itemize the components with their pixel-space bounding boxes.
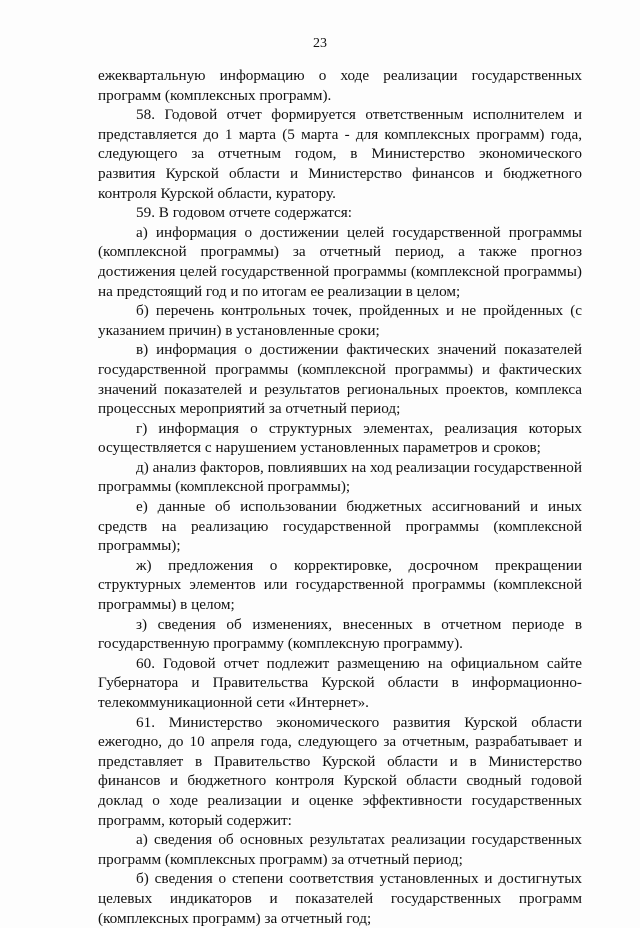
paragraph: б) перечень контрольных точек, пройденных и не пройденных (с указанием причин) в установленные сроки;: [98, 302, 582, 339]
paragraph: а) сведения об основных результатах реализации государственных программ (комплексных программ) за отчетный период;: [98, 831, 582, 868]
paragraph: д) анализ факторов, повлиявших на ход реализации государственной программы (комплексной программы);: [98, 458, 582, 496]
document-body: [98, 66, 582, 928]
paragraph: б) сведения о степени соответствия установленных и достигнутых целевых индикаторов и показателей государственных программ (комплексных программ) за отчетный год;: [98, 870, 582, 927]
paragraph: 59. В годовом отчете содержатся:: [136, 204, 352, 222]
paragraph: а) информация о достижении целей государственной программы (комплексной программы) за отчетный период, а также прогноз достижения целей государственной программы (комплексной программы) на предстоящий год и по итогам ее реализации в целом;: [98, 223, 582, 300]
paragraph: ж) предложения о корректировке, досрочном прекращении структурных элементов или государственной программы (комплексной программы) в целом;: [98, 556, 582, 614]
paragraph: ежеквартальную информацию о ходе реализации государственных программ (комплексных программ).: [98, 67, 582, 104]
paragraph: в) информация о достижении фактических значений показателей государственной программы (комплексной программы) и фактических значений показателей и результатов региональных проектов, комплекса процессных мероприятий за отчетный период;: [98, 341, 582, 418]
paragraph: з) сведения об изменениях, внесенных в отчетном периоде в государственную программу (комплексную программу).: [98, 615, 582, 653]
page-number: 23: [313, 36, 327, 51]
paragraph: 61. Министерство экономического развития Курской области ежегодно, до 10 апреля года, следующего за отчетным, разрабатывает и представляет в Правительство Курской области и в Министерство финансов и бюджетного контроля Курской области сводный годовой доклад о ходе реализации и оценке эффективности государственных программ, который содержит:: [98, 713, 582, 829]
paragraph: 58. Годовой отчет формируется ответственным исполнителем и представляется до 1 марта (5 марта - для комплексных программ) года, следующего за отчетным годом, в Министерство экономического развития Курской области и Министерство финансов и бюджетного контроля Курской области, куратору.: [98, 106, 582, 202]
paragraph: г) информация о структурных элементах, реализация которых осуществляется с нарушением установленных параметров и сроков;: [98, 419, 582, 457]
paragraph: 60. Годовой отчет подлежит размещению на официальном сайте Губернатора и Правительства Курской области в информационно-телекоммуникационной сети «Интернет».: [98, 654, 582, 711]
paragraph: е) данные об использовании бюджетных ассигнований и иных средств на реализацию государственной программы (комплексной программы);: [98, 498, 582, 555]
